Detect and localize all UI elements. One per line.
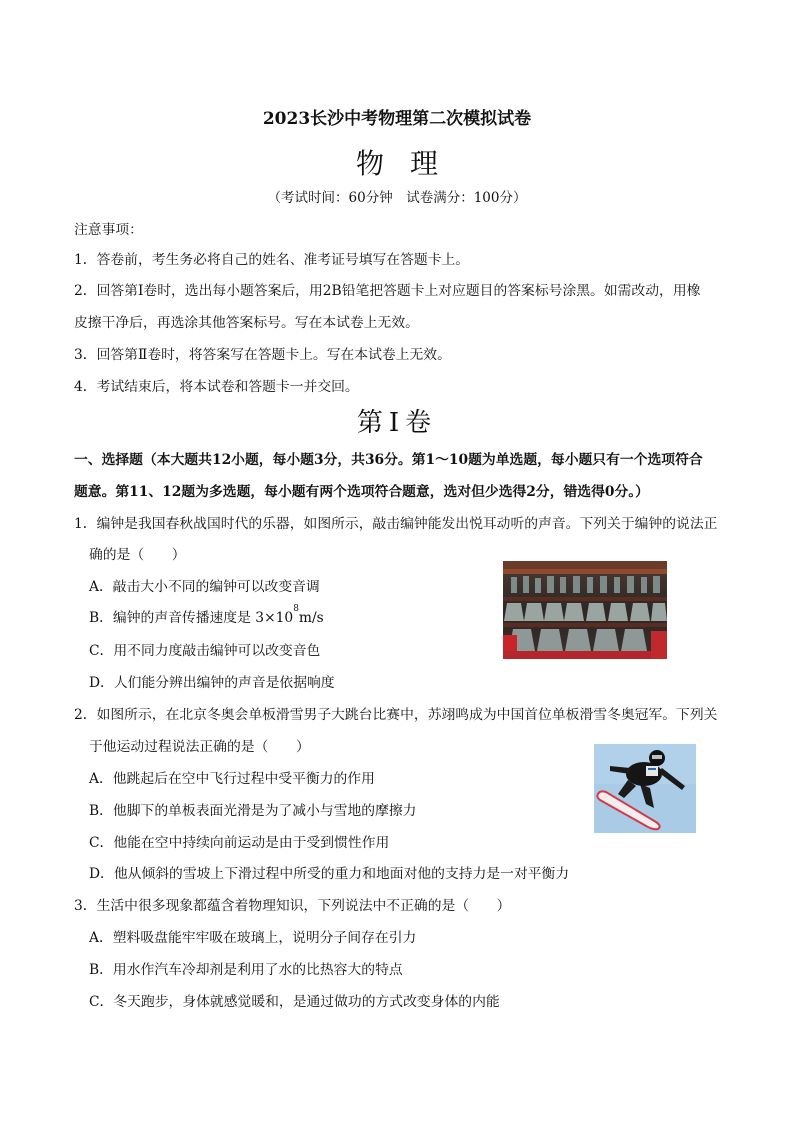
question-1-stem: 1．编钟是我国春秋战国时代的乐器，如图所示，敲击编钟能发出悦耳动听的声音。下列关于编钟的说法正 — [74, 516, 718, 532]
question-2-stem: 2．如图所示，在北京冬奥会单板滑雪男子大跳台比赛中，苏翊鸣成为中国首位单板滑雪冬奥冠军。下列关 — [74, 707, 718, 723]
notes-heading: 注意事项： — [74, 222, 143, 238]
question-1-option-c: C．用不同力度敲击编钟可以改变音色 — [89, 643, 321, 659]
question-2-stem: 于他运动过程说法正确的是（ ） — [89, 739, 310, 755]
question-3-option-c: C．冬天跑步，身体就感觉暖和，是通过做功的方式改变身体的内能 — [89, 994, 500, 1010]
question-2-option-c: C．他能在空中持续向前运动是由于受到惯性作用 — [89, 835, 390, 851]
note-item: 4．考试结束后，将本试卷和答题卡一并交回。 — [74, 379, 359, 395]
exam-info: （考试时间：60分钟 试卷满分：100分） — [267, 190, 527, 206]
section-title: 第Ⅰ卷 — [356, 408, 438, 438]
subject-title: 物理 — [355, 147, 464, 180]
exam-title: 2023长沙中考物理第二次模拟试卷 — [262, 109, 532, 129]
question-3-option-a: A．塑料吸盘能牢牢吸在玻璃上，说明分子间存在引力 — [89, 930, 417, 946]
question-3-option-b: B．用水作汽车冷却剂是利用了水的比热容大的特点 — [89, 962, 403, 978]
note-item: 2．回答第Ⅰ卷时，选出每小题答案后，用2B铅笔把答题卡上对应题目的答案标号涂黑。如需改动，用橡 — [74, 283, 701, 299]
question-1-option-d: D．人们能分辨出编钟的声音是依据响度 — [89, 675, 335, 691]
question-1-option-b: B．编钟的声音传播速度是 $3\times 10^8m/s$ — [89, 604, 324, 626]
note-item: 3．回答第Ⅱ卷时，将答案写在答题卡上。写在本试卷上无效。 — [74, 347, 451, 363]
question-1-stem: 确的是（ ） — [89, 547, 186, 563]
section-instructions: 一、选择题（本大题共12小题，每小题3分，共36分。第1～10题为单选题，每小题只有一个选项符合 — [74, 452, 703, 468]
bianzhong-photo — [503, 561, 667, 659]
question-3-stem: 3．生活中很多现象都蕴含着物理知识，下列说法中不正确的是（ ） — [74, 898, 511, 914]
note-item: 1．答卷前，考生务必将自己的姓名、准考证号填写在答题卡上。 — [74, 252, 470, 268]
question-2-option-a: A．他跳起后在空中飞行过程中受平衡力的作用 — [89, 771, 375, 787]
section-instructions: 题意。第11、12题为多选题，每小题有两个选项符合题意，选对但少选得2分，错选得0分。） — [74, 484, 649, 500]
snowboarder-photo — [594, 744, 696, 833]
question-2-option-b: B．他脚下的单板表面光滑是为了减小与雪地的摩擦力 — [89, 803, 417, 819]
note-item: 皮擦干净后，再选涂其他答案标号。写在本试卷上无效。 — [74, 315, 419, 331]
question-1-option-a: A．敲击大小不同的编钟可以改变音调 — [89, 579, 320, 595]
question-2-option-d: D．他从倾斜的雪坡上下滑过程中所受的重力和地面对他的支持力是一对平衡力 — [89, 866, 570, 882]
